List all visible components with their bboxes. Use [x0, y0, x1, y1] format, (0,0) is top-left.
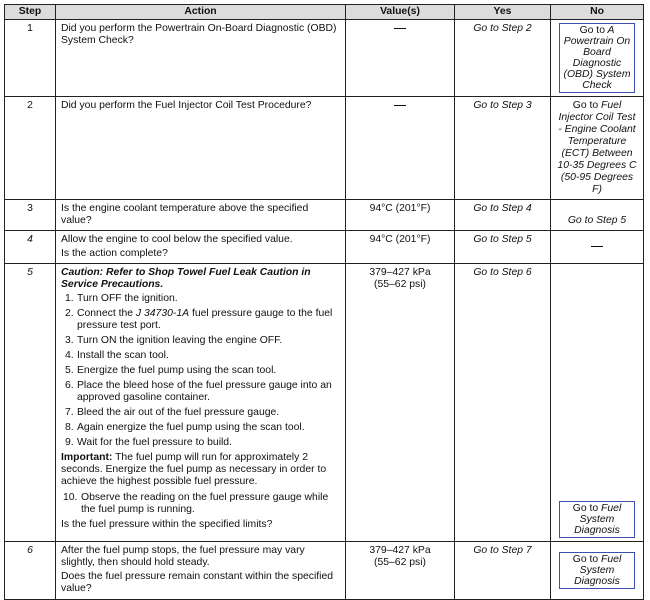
important-text: The fuel pump will run for approximately 2 seconds. Energize the fuel pump as necessary in order to achieve the highest possible fuel pressure.: [61, 452, 327, 487]
header-yes: Yes: [455, 5, 551, 20]
action-text: Is the engine coolant temperature above the specified value?: [56, 200, 346, 231]
action-line: After the fuel pump stops, the fuel pressure may vary slightly, then should hold steady.: [61, 545, 305, 568]
yes-result: Go to Step 6: [455, 264, 551, 542]
header-step: Step: [5, 5, 56, 20]
table-row: [5, 20, 644, 97]
header-values: Value(s): [346, 5, 455, 20]
no-prefix: Go to: [572, 503, 599, 514]
no-prefix: Go to: [572, 554, 599, 565]
no-result: [551, 97, 644, 200]
no-result: [551, 264, 644, 542]
no-result: [551, 231, 644, 264]
procedure-step: 5. Energize the fuel pump using the scan tool.: [65, 365, 277, 376]
table-row: [5, 542, 644, 600]
procedure-step: 1. Turn OFF the ignition.: [65, 293, 178, 304]
value-cell: [346, 20, 455, 97]
procedure-steps-continued: [61, 492, 340, 516]
step-number: 6: [5, 542, 56, 600]
empty-value-dash: [394, 105, 406, 106]
empty-no-dash: [591, 246, 603, 247]
value-kpa: 379–427 kPa: [369, 267, 431, 278]
no-prefix: Go to: [579, 25, 605, 36]
procedure-steps: [61, 293, 340, 449]
action-text: [56, 231, 346, 264]
no-prefix: Go to: [572, 100, 599, 111]
step-number: 3: [5, 200, 56, 231]
procedure-step: 4. Install the scan tool.: [65, 350, 169, 361]
table-row: [5, 97, 644, 200]
procedure-step: 3. Turn ON the ignition leaving the engine OFF.: [65, 335, 283, 346]
caution-label: Caution:: [61, 267, 104, 278]
procedure-step: 10. Observe the reading on the fuel pressure gauge while the fuel pump is running.: [63, 492, 329, 515]
value-psi: (55–62 psi): [374, 279, 426, 290]
no-link[interactable]: Fuel System Diagnosis: [574, 554, 622, 587]
value-cell: 94°C (201°F): [346, 231, 455, 264]
procedure-step: 2. Connect the J 34730-1A fuel pressure gauge to the fuel pressure test port.: [65, 308, 333, 331]
table-row: [5, 264, 644, 542]
step-number: 4: [5, 231, 56, 264]
action-question: Is the fuel pressure within the specified limits?: [61, 519, 273, 530]
no-link[interactable]: Fuel Injector Coil Test - Engine Coolant Temperature (ECT) Between 10-35 Degrees C (50-95 Degrees F): [557, 100, 637, 195]
action-text: Did you perform the Fuel Injector Coil Test Procedure?: [56, 97, 346, 200]
yes-result: Go to Step 4: [455, 200, 551, 231]
table-row: [5, 231, 644, 264]
action-question: Is the action complete?: [61, 248, 168, 259]
empty-value-dash: [394, 28, 406, 29]
no-link-box[interactable]: [559, 552, 635, 589]
procedure-step: 9. Wait for the fuel pressure to build.: [65, 437, 232, 448]
table-row: [5, 200, 644, 231]
header-no: No: [551, 5, 644, 20]
step-number: 5: [5, 264, 56, 542]
diagnostic-table: [4, 4, 644, 600]
yes-result: Go to Step 7: [455, 542, 551, 600]
value-cell: [346, 97, 455, 200]
value-cell: [346, 542, 455, 600]
value-psi: (55–62 psi): [374, 557, 426, 568]
no-result: [551, 542, 644, 600]
tool-name: J 34730-1A: [135, 308, 190, 319]
value-kpa: 379–427 kPa: [369, 545, 431, 556]
value-cell: 94°C (201°F): [346, 200, 455, 231]
no-result: [551, 20, 644, 97]
action-text: Did you perform the Powertrain On-Board Diagnostic (OBD) System Check?: [56, 20, 346, 97]
step-number: 2: [5, 97, 56, 200]
no-link-box[interactable]: [559, 23, 635, 93]
no-link-box[interactable]: [559, 501, 635, 538]
no-plain-link[interactable]: [557, 100, 636, 195]
yes-result: Go to Step 3: [455, 97, 551, 200]
action-text: [56, 542, 346, 600]
caution-text: Refer to Shop Towel Fuel Leak Caution in Service Precautions.: [61, 267, 311, 290]
caution-note: [61, 267, 340, 291]
yes-result: Go to Step 2: [455, 20, 551, 97]
important-note: [61, 452, 340, 488]
action-question: Does the fuel pressure remain constant within the specified value?: [61, 571, 334, 594]
no-result: Go to Step 5: [551, 200, 644, 231]
action-line: Allow the engine to cool below the specified value.: [61, 234, 293, 245]
important-label: Important:: [61, 452, 113, 463]
header-action: Action: [56, 5, 346, 20]
no-link[interactable]: Fuel System Diagnosis: [574, 503, 622, 536]
value-cell: [346, 264, 455, 542]
procedure-step: 6. Place the bleed hose of the fuel pressure gauge into an approved gasoline container.: [65, 380, 332, 403]
yes-result: Go to Step 5: [455, 231, 551, 264]
header-row: [5, 5, 644, 20]
procedure-step: 7. Bleed the air out of the fuel pressure gauge.: [65, 407, 280, 418]
no-link[interactable]: A Powertrain On Board Diagnostic (OBD) System Check: [563, 25, 631, 91]
action-text: [56, 264, 346, 542]
procedure-step: 8. Again energize the fuel pump using the scan tool.: [65, 422, 305, 433]
step-number: 1: [5, 20, 56, 97]
